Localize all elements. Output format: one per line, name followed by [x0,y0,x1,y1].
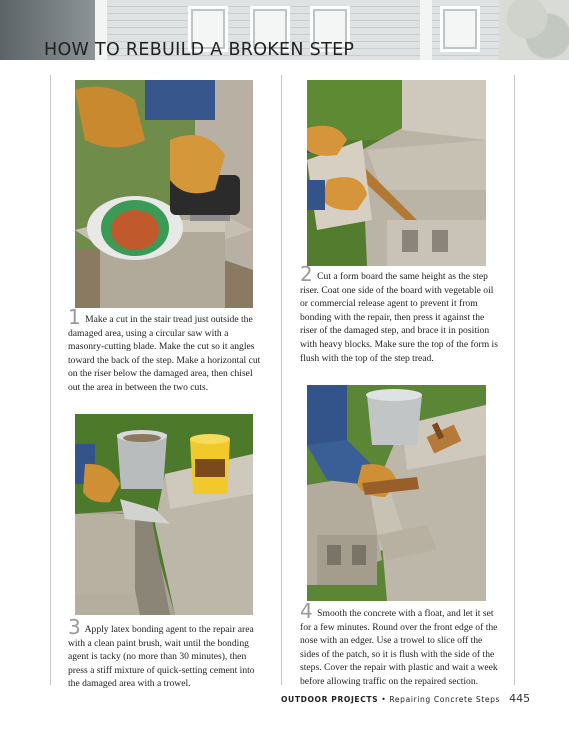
step-2-number: 2 [300,262,313,286]
footer-subsection: Repairing Concrete Steps [389,695,501,704]
footer-section: OUTDOOR PROJECTS [281,695,379,704]
footer-separator: • [381,695,387,704]
step-3-caption [68,615,264,691]
page-title: HOW TO REBUILD A BROKEN STEP [44,40,355,60]
step-4-number: 4 [300,599,313,623]
step-2-illustration [307,80,486,266]
page-footer [281,692,531,705]
step-3-illustration [75,414,253,615]
column-divider [50,75,51,685]
column-divider [514,75,515,685]
header-banner [0,0,569,60]
step-2-text: Cut a form board the same height as the step riser. Coat one side of the board with vegetable oil or commercial release agent to prevent it from bonding with the repair, then press it against the riser of the damaged step, and brace it in position with heavy blocks. Make sure the top of the form is flush with the top of the step tread. [300,271,498,364]
step-1-illustration [75,80,253,308]
step-1-number: 1 [68,305,81,329]
step-1-caption [68,305,264,395]
step-3-text: Apply latex bonding agent to the repair area with a clean paint brush, wait until the bonding agent is tacky (no more than 30 minutes), then press a stiff mixture of quick-setting cement into the damaged area with a trowel. [68,624,255,690]
step-1-photo [75,80,253,308]
step-2-caption [300,262,498,365]
step-1-text: Make a cut in the stair tread just outside the damaged area, using a circular saw with a masonry-cutting blade. Make the cut so it angles toward the back of the step. Make a horizontal cut on the riser below the damaged area, then chisel out the area in between the two cuts. [68,314,261,393]
step-4-illustration [307,385,486,601]
step-2-photo [307,80,486,266]
page-number: 445 [509,692,531,705]
step-3-photo [75,414,253,615]
step-4-photo [307,385,486,601]
column-divider [281,75,282,685]
step-4-text: Smooth the concrete with a float, and let it set for a few minutes. Round over the front edge of the nose with an edger. Use a trowel to slice off the sides of the patch, so it is flush with the side of the steps. Cover the repair with plastic and wait a week before allowing traffic on the repaired section. [300,608,498,687]
step-4-caption [300,599,498,689]
step-3-number: 3 [68,615,81,639]
